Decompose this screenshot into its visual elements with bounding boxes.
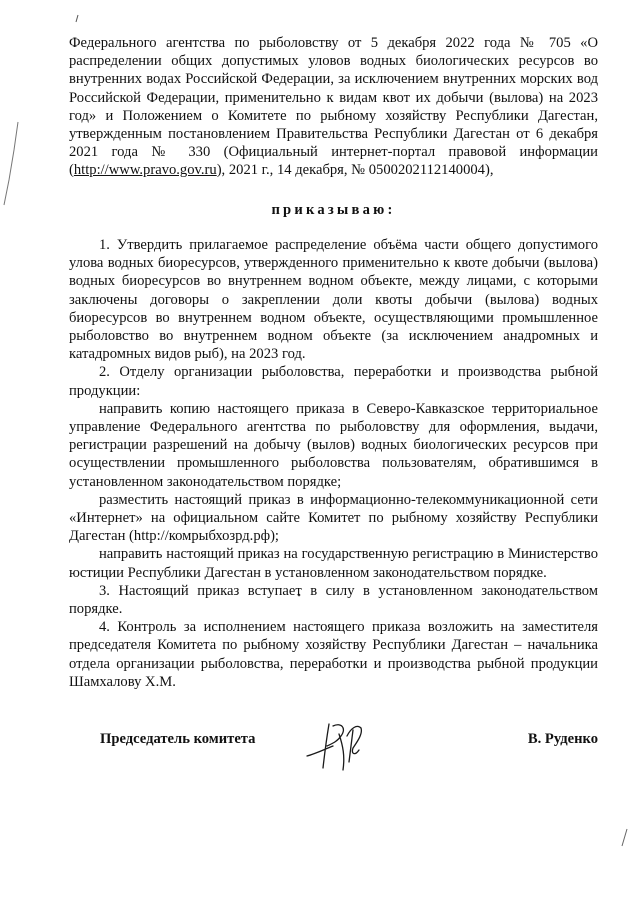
scan-corner-mark xyxy=(618,828,630,848)
item-2: 2. Отделу организации рыболовства, переработки и производства рыбной продукции: xyxy=(69,364,598,399)
signatory-name: В. Руденко xyxy=(527,731,598,747)
item-1: 1. Утвердить прилагаемое распределение объёма части общего допустимого улова водных биоресурсов, утвержденного применительно к квоте добычи (вылова) водных биоресурсов во внутреннем водном объекте, между лицами, с которыми заключены договоры о закреплении доли квоты добычи (вылова) водных биоресурсов во внутреннем водном объекте, осуществляющими промышленное рыболовство во внутреннем водном объекте (за исключением анадромных и катадромных видов рыб), на 2023 год. xyxy=(69,237,598,363)
order-items xyxy=(69,236,598,691)
item-2a: направить копию настоящего приказа в Северо-Кавказское территориальное управление Федерального агентства по рыболовству для оформления, выдачи, регистрации разрешений на добычу (вылов) водных биологических ресурсов при осуществлении промышленного рыболовства пользователям, обратившимся в установленном законодательством порядке; xyxy=(69,400,598,490)
item-3: 3. Настоящий приказ вступает в силу в установленном законодательством порядке. xyxy=(69,582,598,618)
item-4: 4. Контроль за исполнением настоящего приказа возложить на заместителя председателя Комитета по рыбному хозяйству Республики Дагестан – начальника отдела организации рыболовства, переработки и производства рыбной продукции Шамхалову Х.М. xyxy=(69,619,598,690)
item-2c: направить настоящий приказ на государственную регистрацию в Министерство юстиции Республики Дагестан в установленном законодательством порядке. xyxy=(69,546,598,581)
handwritten-signature xyxy=(303,716,373,776)
preamble-paragraph xyxy=(69,34,598,180)
scan-tick-mark xyxy=(74,14,80,24)
signatory-title: Председатель комитета xyxy=(100,731,256,747)
scan-edge-mark xyxy=(0,120,20,210)
pravo-link[interactable]: http://www.pravo.gov.ru xyxy=(73,162,217,179)
preamble-tail: ), 2021 г., 14 декабря, № 0500202112140004), xyxy=(216,162,494,179)
preamble-text: Федерального агентства по рыболовству от 5 декабря 2022 года № 705 «О распределении общих допустимых уловов водных биологических ресурсов во внутренних водах Российской Федерации, за исключением внутренних морских вод Российской Федерации, применительно к видам квот их добычи (вылова) на 2023 год» и Положением о Комитете по рыбному хозяйству Республики Дагестан, утвержденным постановлением Правительства Республики Дагестан от 6 декабря 2021 года № 330 (Официальный интернет-портал правовой информации ( xyxy=(69,35,598,179)
preamble-block xyxy=(69,34,598,180)
order-heading: приказываю: xyxy=(271,202,396,218)
item-2b: разместить настоящий приказ в информационно-телекоммуникационной сети «Интернет» на официальном сайте Комитет по рыбному хозяйству Республики Дагестан (http://комрыбхозрд.рф); xyxy=(69,491,598,545)
